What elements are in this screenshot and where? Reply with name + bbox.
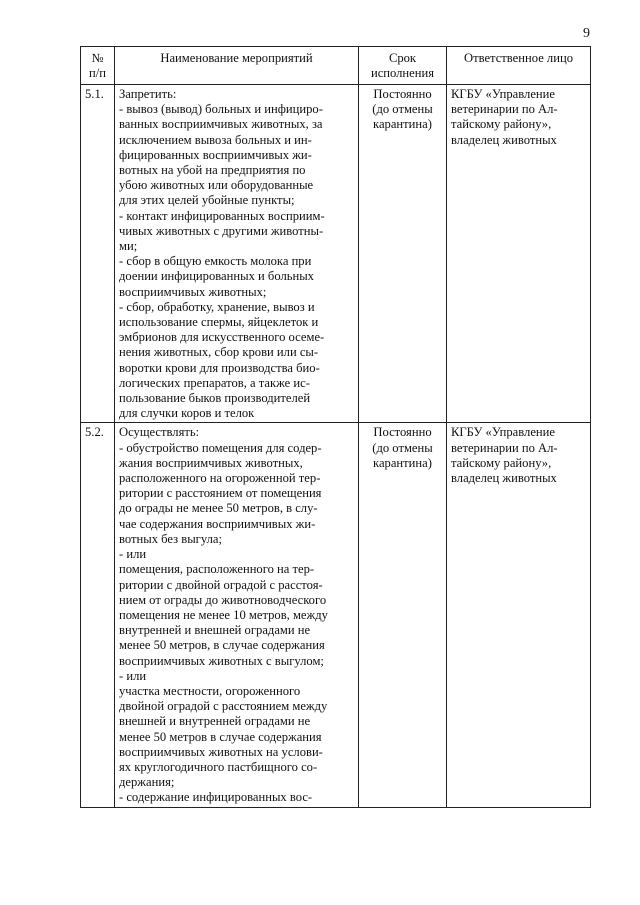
measure-description	[115, 423, 359, 807]
text-line: нения животных, сбор крови или сы-	[119, 345, 319, 360]
text-line: - обустройство помещения для содер-	[119, 440, 322, 455]
text-line: вотных без выгула;	[119, 531, 222, 546]
measure-responsible	[447, 423, 591, 807]
text-line: - контакт инфицированных восприим-	[119, 208, 325, 223]
text-line: двойной оградой с расстоянием между	[119, 699, 328, 714]
row-number: 5.1.	[81, 85, 115, 423]
text-line: Постоянно	[373, 87, 432, 101]
text-line: ритории с двойной оградой с расстоя-	[119, 577, 323, 592]
text-line: КГБУ «Управление	[451, 425, 555, 440]
text-line: Постоянно	[373, 425, 432, 440]
text-line: Запретить:	[119, 87, 177, 101]
text-line: жания восприимчивых животных,	[119, 455, 303, 470]
text-line: ми;	[119, 239, 138, 254]
text-line: для этих целей убойные пункты;	[119, 193, 295, 208]
text-line: - сбор, обработку, хранение, вывоз и	[119, 299, 315, 314]
text-line: ветеринарии по Ал-	[451, 440, 558, 455]
text-line: воротки крови для производства био-	[119, 360, 320, 375]
text-line: для случки коров и телок	[119, 406, 255, 421]
measure-description	[115, 85, 359, 423]
text-line: тайскому району»,	[451, 117, 552, 132]
text-line: восприимчивых животных с выгулом;	[119, 653, 324, 668]
text-line: ях круглогодичного пастбищного со-	[119, 759, 318, 774]
measure-responsible	[447, 85, 591, 423]
text-line: - сбор в общую емкость молока при	[119, 254, 312, 269]
text-line: внешней и внутренней оградами не	[119, 714, 311, 729]
text-line: - вывоз (вывод) больных и инфициро-	[119, 102, 323, 117]
text-line: вотных на убой на предприятия по	[119, 163, 306, 178]
table-body	[81, 85, 591, 808]
page-number: 9	[583, 26, 590, 41]
measure-term	[359, 423, 447, 807]
measure-term	[359, 85, 447, 423]
text-line: убою животных или оборудованные	[119, 178, 314, 193]
text-line: менее 50 метров, в случае содержания	[119, 638, 325, 653]
text-line: КГБУ «Управление	[451, 87, 555, 101]
header-num: № п/п	[81, 47, 115, 85]
text-line: (до отмены	[372, 102, 433, 117]
text-line: расположенного на огороженной тер-	[119, 471, 321, 486]
header-responsible: Ответственное лицо	[447, 47, 591, 85]
text-line: менее 50 метров в случае содержания	[119, 729, 322, 744]
text-line: владелец животных	[451, 471, 557, 486]
text-line: - или	[119, 668, 147, 683]
text-line: чае содержания восприимчивых жи-	[119, 516, 316, 531]
text-line: помещения, расположенного на тер-	[119, 562, 315, 577]
text-line: использование спермы, яйцеклеток и	[119, 315, 319, 330]
text-line: - или	[119, 547, 147, 562]
text-line: доении инфицированных и больных	[119, 269, 314, 284]
measures-table	[80, 46, 591, 808]
text-line: держания;	[119, 775, 175, 790]
text-line: участка местности, огороженного	[119, 683, 301, 698]
text-line: ветеринарии по Ал-	[451, 102, 558, 117]
text-line: Осуществлять:	[119, 425, 200, 440]
text-line: логических препаратов, а также ис-	[119, 375, 310, 390]
text-line: тайскому району»,	[451, 455, 552, 470]
table-header-row	[81, 47, 591, 85]
text-line: карантина)	[373, 117, 432, 132]
text-line: владелец животных	[451, 132, 557, 147]
table-row	[81, 423, 591, 807]
text-line: фицированных восприимчивых жи-	[119, 147, 312, 162]
header-term: Срок исполнения	[359, 47, 447, 85]
row-number: 5.2.	[81, 423, 115, 807]
header-name: Наименование мероприятий	[115, 47, 359, 85]
text-line: чивых животных с другими животны-	[119, 223, 324, 238]
text-line: нием от ограды до животноводческого	[119, 592, 327, 607]
text-line: до ограды не менее 50 метров, в слу-	[119, 501, 318, 516]
text-line: внутренней и внешней оградами не	[119, 623, 311, 638]
text-line: исключением вывоза больных и ин-	[119, 132, 312, 147]
text-line: - содержание инфицированных вос-	[119, 790, 313, 805]
text-line: помещения не менее 10 метров, между	[119, 607, 328, 622]
text-line: эмбрионов для искусственного осеме-	[119, 330, 325, 345]
text-line: (до отмены	[372, 440, 433, 455]
text-line: восприимчивых животных на услови-	[119, 744, 323, 759]
text-line: ритории с расстоянием от помещения	[119, 486, 322, 501]
text-line: ванных восприимчивых животных, за	[119, 117, 323, 132]
text-line: пользование быков производителей	[119, 391, 311, 406]
text-line: карантина)	[373, 455, 432, 470]
table-row	[81, 85, 591, 423]
text-line: восприимчивых животных;	[119, 284, 267, 299]
